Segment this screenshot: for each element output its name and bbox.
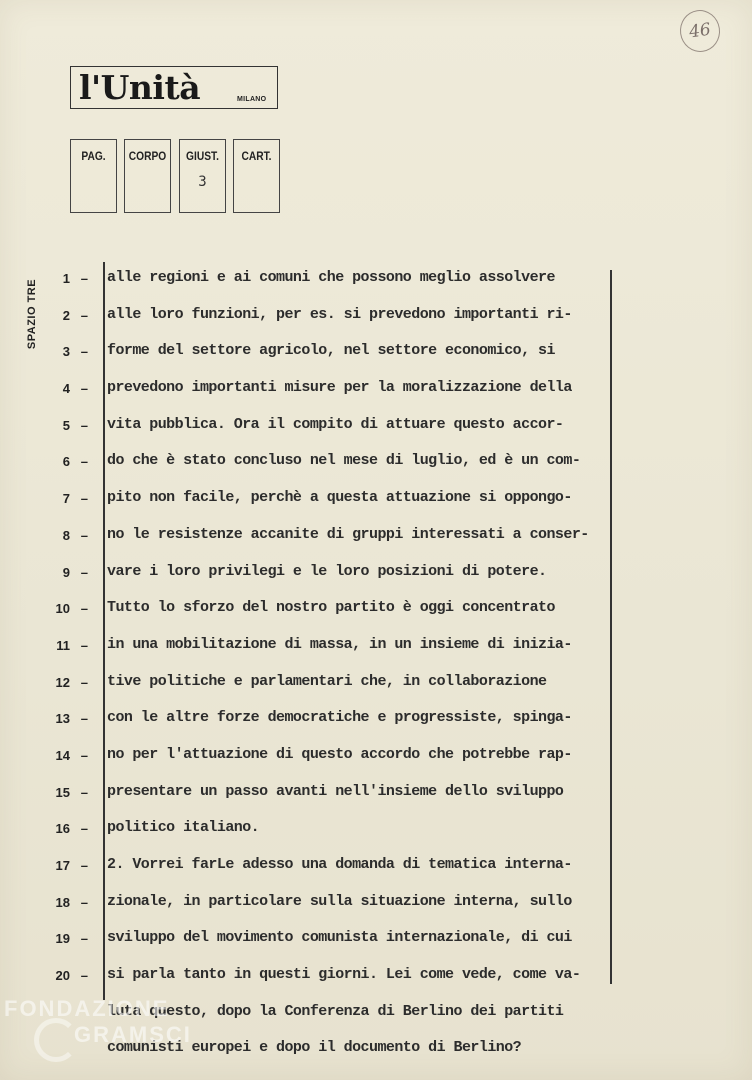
form-box-pag xyxy=(70,139,117,213)
line-number: 7 – xyxy=(48,489,96,526)
text-line: no le resistenze accanite di gruppi interessati a conser- xyxy=(107,525,589,543)
text-line: sviluppo del movimento comunista internazionale, di cui xyxy=(107,929,572,947)
typewritten-text xyxy=(107,267,589,1074)
text-line: vare i loro privilegi e le loro posizioni di potere. xyxy=(107,562,547,580)
form-box-corpo xyxy=(124,139,171,213)
text-line: luta questo, dopo la Conferenza di Berlino dei partiti xyxy=(107,1002,564,1020)
text-line: do che è stato concluso nel mese di luglio, ed è un com- xyxy=(107,452,581,470)
line-number: 11 – xyxy=(48,636,96,673)
line-number: 20 – xyxy=(48,966,96,1003)
line-number: 5 – xyxy=(48,416,96,453)
line-number-column xyxy=(48,269,96,1003)
archive-page-number: 46 xyxy=(677,7,722,54)
line-number: 1 – xyxy=(48,269,96,306)
newspaper-title: l'Unità xyxy=(79,68,201,107)
line-number: 4 – xyxy=(48,379,96,416)
foundation-logo-icon xyxy=(34,1018,78,1062)
form-box-label: PAG. xyxy=(81,149,106,163)
line-number: 9 – xyxy=(48,563,96,600)
edition-city: MILANO xyxy=(237,96,267,103)
text-line: tive politiche e parlamentari che, in collaborazione xyxy=(107,672,547,690)
text-line: pito non facile, perchè a questa attuazione si oppongo- xyxy=(107,489,572,507)
form-box-giust xyxy=(179,139,226,213)
form-box-label: GIUST. xyxy=(186,149,219,163)
text-line: zionale, in particolare sulla situazione interna, sullo xyxy=(107,892,572,910)
line-number: 13 – xyxy=(48,709,96,746)
line-number: 8 – xyxy=(48,526,96,563)
line-number: 16 – xyxy=(48,819,96,856)
text-line: si parla tanto in questi giorni. Lei come vede, come va- xyxy=(107,966,581,984)
text-line: 2. Vorrei farLe adesso una domanda di tematica interna- xyxy=(107,856,572,873)
form-box-cart xyxy=(233,139,280,213)
spacing-label: SPAZIO TRE xyxy=(26,278,38,350)
line-number: 10 – xyxy=(48,599,96,636)
line-number: 6 – xyxy=(48,452,96,489)
line-number: 2 – xyxy=(48,306,96,343)
line-number: 17 – xyxy=(48,856,96,893)
text-line: prevedono importanti misure per la moralizzazione della xyxy=(107,379,572,397)
line-number: 14 – xyxy=(48,746,96,783)
line-number: 18 – xyxy=(48,893,96,930)
text-line: no per l'attuazione di questo accordo che potrebbe rap- xyxy=(107,745,572,763)
form-box-value: 3 xyxy=(198,174,207,190)
text-line: vita pubblica. Ora il compito di attuare questo accor- xyxy=(107,415,564,433)
watermark-line-2: GRAMSCI xyxy=(74,1022,192,1047)
form-box-label: CORPO xyxy=(128,149,167,163)
line-number: 19 – xyxy=(48,929,96,966)
archive-watermark xyxy=(4,996,192,1048)
text-line: forme del settore agricolo, nel settore economico, si xyxy=(107,342,555,360)
masthead-box xyxy=(70,66,278,109)
text-line: comunisti europei e dopo il documento di Berlino? xyxy=(107,1039,522,1057)
text-line: con le altre forze democratiche e progressiste, spinga- xyxy=(107,709,572,727)
text-line: Tutto lo sforzo del nostro partito è oggi concentrato xyxy=(107,599,555,617)
text-line: in una mobilitazione di massa, in un insieme di inizia- xyxy=(107,635,572,653)
text-line: politico italiano. xyxy=(107,819,260,837)
text-line: alle loro funzioni, per es. si prevedono importanti ri- xyxy=(107,305,572,323)
line-number: 15 – xyxy=(48,783,96,820)
right-margin-rule xyxy=(610,270,612,984)
text-line: alle regioni e ai comuni che possono meglio assolvere xyxy=(107,269,555,286)
left-margin-rule xyxy=(103,262,105,1000)
form-box-label: CART. xyxy=(241,149,272,163)
line-number: 12 – xyxy=(48,673,96,710)
line-number: 3 – xyxy=(48,342,96,379)
watermark-line-1: FONDAZIONE xyxy=(4,996,170,1021)
text-line: presentare un passo avanti nell'insieme dello sviluppo xyxy=(107,782,564,800)
